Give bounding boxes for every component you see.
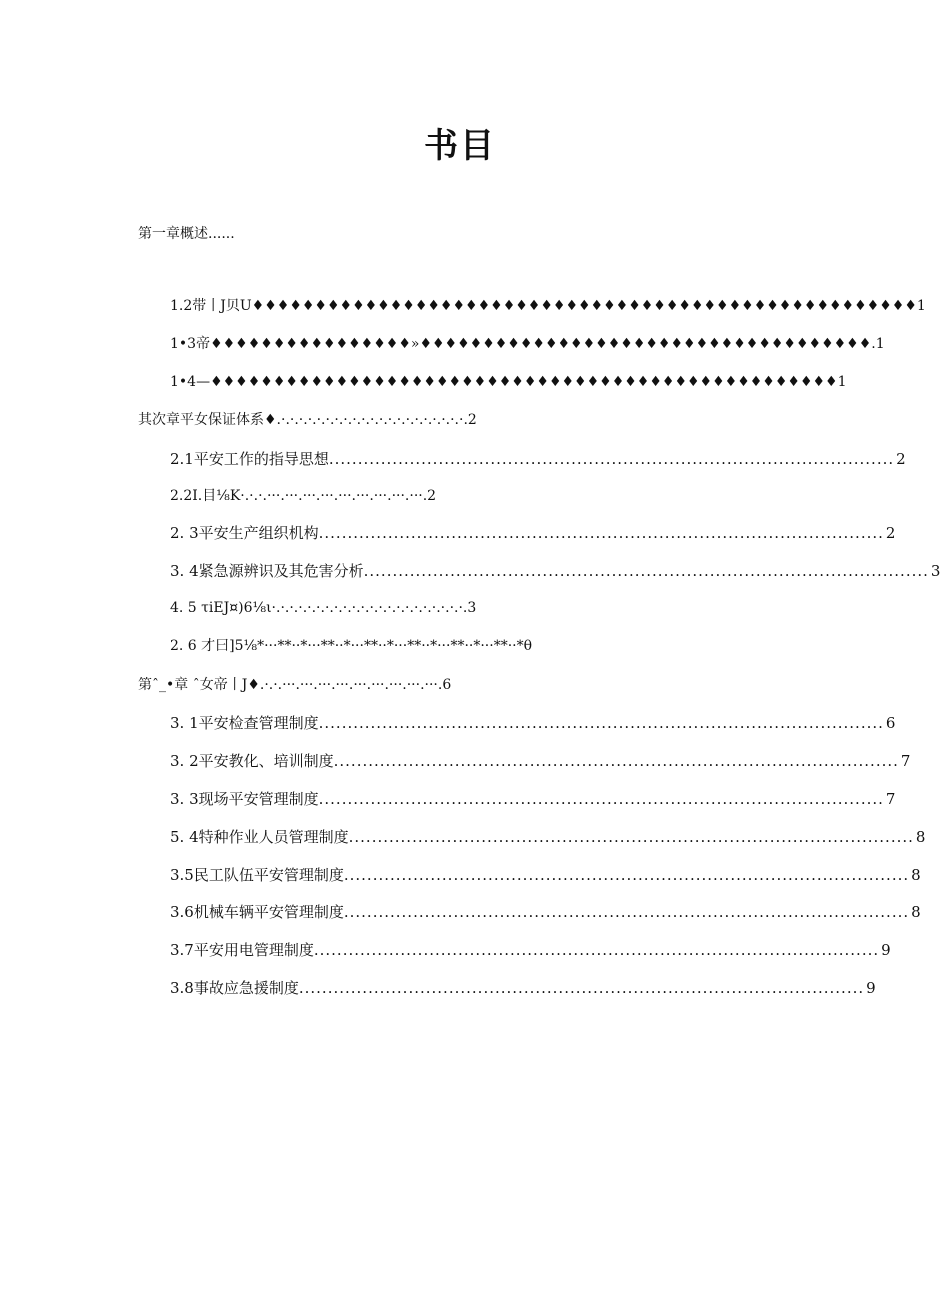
toc-page-number: 8: [915, 828, 926, 846]
dot-leader: ..................................................................................................: [343, 866, 910, 884]
toc-page-number: 9: [866, 979, 876, 997]
dot-leader: ..................................................................................................: [333, 752, 899, 770]
toc-entry-text: 3. 1平安检查管理制度: [170, 714, 319, 732]
toc-entry-1-3[interactable]: [170, 334, 885, 354]
toc-entry-text: 2. 6 才曰]5⅛*···**··*···**··*···**··*···**··*···**··*···**··*θ: [170, 638, 533, 654]
toc-entry-text: 第一章概述......: [138, 226, 235, 242]
toc-entry-text: 1.2带丨J贝U♦♦♦♦♦♦♦♦♦♦♦♦♦♦♦♦♦♦♦♦♦♦♦♦♦♦♦♦♦♦♦♦♦♦♦♦♦♦♦♦♦♦♦♦♦♦♦♦♦♦♦♦♦1: [170, 298, 926, 314]
toc-entry-3-2[interactable]: [170, 751, 911, 771]
toc-entry-3-7[interactable]: [170, 940, 891, 960]
dot-leader: ..................................................................................................: [313, 941, 880, 959]
toc-entry-text: 2. 3平安生产组织机构: [170, 524, 319, 542]
dot-leader: ..................................................................................................: [318, 524, 884, 542]
toc-page-number: 8: [911, 903, 921, 921]
document-title: 书目: [424, 126, 496, 166]
dot-leader: ..................................................................................................: [343, 903, 910, 921]
toc-entry-2-1[interactable]: [170, 449, 906, 469]
toc-entry-text: 1•4—♦♦♦♦♦♦♦♦♦♦♦♦♦♦♦♦♦♦♦♦♦♦♦♦♦♦♦♦♦♦♦♦♦♦♦♦♦♦♦♦♦♦♦♦♦♦♦♦♦♦1: [170, 374, 847, 390]
toc-entry-5-4[interactable]: [170, 827, 926, 847]
toc-entry-chapter-3[interactable]: [138, 675, 638, 695]
toc-entry-text: 1•3帝♦♦♦♦♦♦♦♦♦♦♦♦♦♦♦♦»♦♦♦♦♦♦♦♦♦♦♦♦♦♦♦♦♦♦♦♦♦♦♦♦♦♦♦♦♦♦♦♦♦♦♦♦.1: [170, 336, 885, 352]
toc-entry-3-6[interactable]: [170, 902, 921, 922]
toc-entry-text: 2.1平安工作的指导思想: [170, 450, 329, 468]
dot-leader: ..................................................................................................: [318, 714, 884, 732]
toc-page-number: 7: [885, 790, 896, 808]
toc-entry-chapter-2[interactable]: [138, 410, 658, 430]
dot-leader: ..................................................................................................: [363, 562, 929, 580]
toc-entry-1-4[interactable]: [170, 372, 847, 392]
toc-entry-text: 3.5民工队伍平安管理制度: [170, 866, 344, 884]
toc-entry-3-3[interactable]: [170, 789, 896, 809]
toc-entry-text: 其次章平女保证体系♦.·.·.·.·.·.·.·.·.·.·.·.·.·.·.·.·.·.·.·.·.·.2: [138, 412, 477, 428]
toc-page-number: 9: [881, 941, 891, 959]
toc-page-number: 2: [896, 450, 906, 468]
toc-entry-text: 3.8事故应急援制度: [170, 979, 299, 997]
toc-entry-3-1[interactable]: [170, 713, 896, 733]
dot-leader: ..................................................................................................: [298, 979, 865, 997]
toc-entry-text: 5. 4特种作业人员管理制度: [170, 828, 349, 846]
toc-entry-3-8[interactable]: [170, 978, 876, 998]
toc-entry-text: 3. 4紧急源辨识及其危害分析: [170, 562, 364, 580]
toc-entry-text: 第ˆ_•章 ˆ女帝丨J♦.·.·.···.···.···.···.···.···.···.···.···.6: [138, 677, 452, 693]
toc-page-number: 3: [930, 562, 940, 580]
dot-leader: ..................................................................................................: [328, 450, 895, 468]
toc-entry-text: 4. 5 τiEJ¤)6⅛ι·.·.·.·.·.·.·.·.·.·.·.·.·.·.·.·.·.·.·.·.·.·.3: [170, 600, 477, 616]
toc-page-number: 2: [885, 524, 896, 542]
toc-entry-text: 2.2I.目⅛K·.·.·.···.···.···.···.···.···.···.···.···.2: [170, 488, 437, 504]
toc-entry-2-3[interactable]: [170, 523, 896, 543]
toc-entry-3-4[interactable]: [170, 561, 940, 581]
toc-entry-text: 3.7平安用电管理制度: [170, 941, 314, 959]
toc-entry-3-5[interactable]: [170, 865, 921, 885]
dot-leader: ..................................................................................................: [318, 790, 884, 808]
toc-page-number: 7: [900, 752, 911, 770]
toc-page-number: 8: [911, 866, 921, 884]
toc-entry-2-6[interactable]: [170, 636, 730, 656]
toc-entry-1-2[interactable]: [170, 296, 926, 316]
dot-leader: ..................................................................................................: [348, 828, 914, 846]
toc-entry-2-2[interactable]: [170, 486, 570, 506]
toc-entry-4-5[interactable]: [170, 598, 730, 618]
toc-entry-text: 3. 2平安教化、培训制度: [170, 752, 334, 770]
toc-entry-text: 3. 3现场平安管理制度: [170, 790, 319, 808]
toc-page-number: 6: [885, 714, 896, 732]
toc-entry-chapter-1[interactable]: [138, 224, 235, 244]
toc-entry-text: 3.6机械车辆平安管理制度: [170, 903, 344, 921]
